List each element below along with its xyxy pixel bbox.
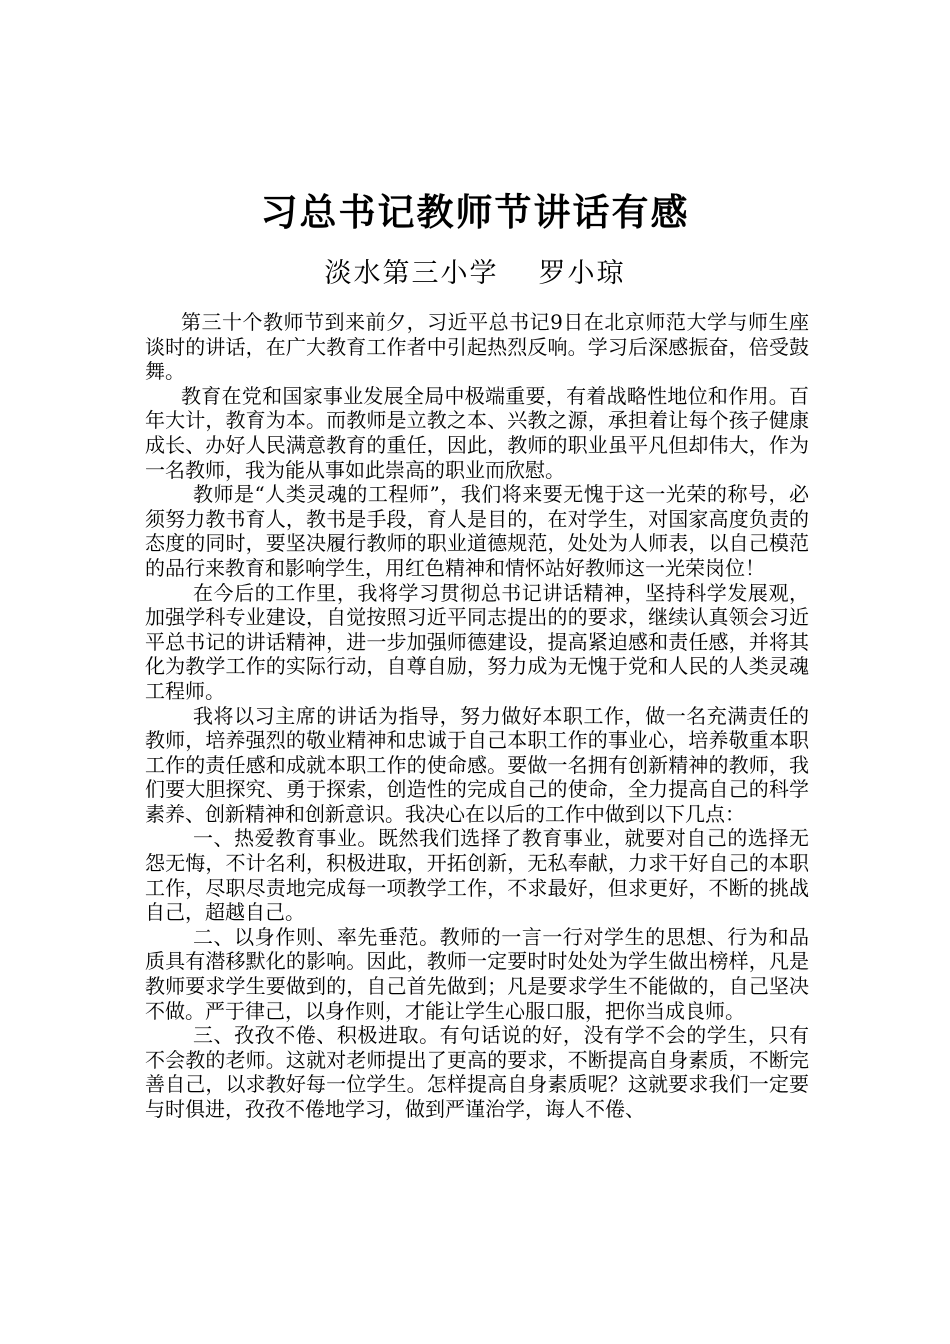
- paragraph-teacher-role: 教师是“人类灵魂的工程师”，我们将来要无愧于这一光荣的称号，必须努力教书育人，教书是手段，育人是目的，在对学生，对国家高度负责的态度的同时，要坚决履行教师的职业道德规范，处处为人师表，以自己模范的品行来教育和影响学生，用红色精神和情怀站好教师这一光荣岗位！: [145, 482, 809, 580]
- paragraph-point-three: 三、孜孜不倦、积极进取。有句话说的好，没有学不会的学生，只有不会教的老师。这就对老师提出了更高的要求，不断提高自身素质，不断完善自己，以求教好每一位学生。怎样提高自身素质呢？这就要求我们一定要与时俱进，孜孜不倦地学习，做到严谨治学，诲人不倦、: [145, 1023, 809, 1121]
- paragraph-point-one: 一、热爱教育事业。既然我们选择了教育事业，就要对自己的选择无怨无悔，不计名利，积极进取，开拓创新，无私奉献，力求干好自己的本职工作，尽职尽责地完成每一项教学工作，不求最好，但求更好，不断的挑战自己，超越自己。: [145, 826, 809, 925]
- paragraph-commitment: 我将以习主席的讲话为指导，努力做好本职工作，做一名充满责任的教师，培养强烈的敬业精神和忠诚于自己本职工作的事业心，培养敬重本职工作的责任感和成就本职工作的使命感。要做一名拥有创新精神的教师，我们要大胆探究、勇于探索，创造性的完成自己的使命，全力提高自己的科学素养、创新精神和创新意识。我决心在以后的工作中做到以下几点：: [145, 703, 809, 826]
- paragraph-education-importance: 教育在党和国家事业发展全局中极端重要，有着战略性地位和作用。百年大计，教育为本。而教师是立教之本、兴教之源，承担着让每个孩子健康成长、办好人民满意教育的重任，因此，教师的职业虽平凡但却伟大，作为一名教师，我为能从事如此崇高的职业而欣慰。: [145, 383, 809, 482]
- author-byline: [0, 256, 950, 292]
- author-school: 淡水第三小学: [324, 258, 499, 289]
- document-body: [145, 310, 809, 1122]
- paragraph-point-two: 二、以身作则、率先垂范。教师的一言一行对学生的思想、行为和品质具有潜移默化的影响。因此，教师一定要时时处处为学生做出榜样，凡是教师要求学生要做到的，自己首先做到；凡是要求学生不能做的，自己坚决不做。严于律己，以身作则，才能让学生心服口服，把你当成良师。: [145, 924, 809, 1023]
- author-name: 罗小琼: [538, 258, 626, 289]
- paragraph-intro: 第三十个教师节到来前夕，习近平总书记9日在北京师范大学与师生座谈时的讲话，在广大教育工作者中引起热烈反响。学习后深感振奋，倍受鼓舞。: [145, 310, 809, 384]
- paragraph-future-work: 在今后的工作里，我将学习贯彻总书记讲话精神，坚持科学发展观，加强学科专业建设，自觉按照习近平同志提出的的要求，继续认真领会习近平总书记的讲话精神，进一步加强师德建设，提高紧迫感和责任感，并将其化为教学工作的实际行动，自尊自励，努力成为无愧于党和人民的人类灵魂工程师。: [145, 580, 809, 703]
- document-title: 习总书记教师节讲话有感: [260, 190, 690, 234]
